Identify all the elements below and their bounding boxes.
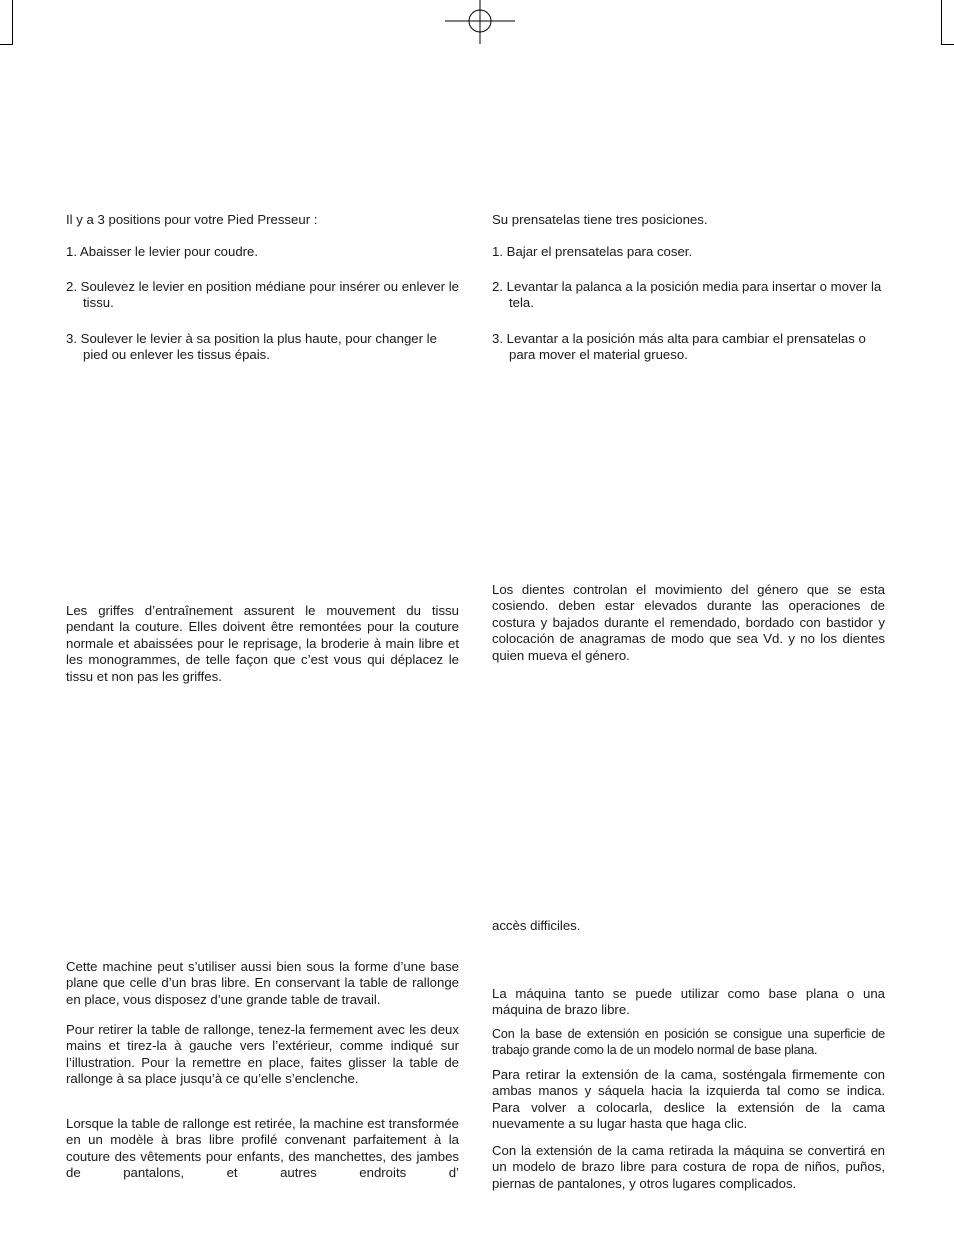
crop-mark-right-tick [941, 44, 954, 45]
crop-mark-left [12, 0, 13, 44]
crop-mark-left-tick [0, 44, 13, 45]
fr-free-arm-p3-continued: accès difficiles. [492, 918, 581, 933]
es-free-arm-p4: Con la extensión de la cama retirada la máquina se convertirá en un modelo de brazo libre para costura de ropa de niños, puños, piernas de pantalones, y otros lugares complicados. [492, 1143, 885, 1191]
fr-presser-foot-item-2: 2. Soulevez le levier en position médiane pour insérer ou enlever le tissu. [66, 279, 459, 311]
es-free-arm-p3: Para retirar la extensión de la cama, sosténgala firmemente con ambas manos y sáquela hacia la izquierda tal como se indica. Para volver a colocarla, deslice la extensión de la cama nuevamente a su lugar hasta que haga clic. [492, 1067, 885, 1132]
es-free-arm-p1: La máquina tanto se puede utilizar como base plana o una máquina de brazo libre. [492, 986, 885, 1018]
fr-free-arm-p3: Lorsque la table de rallonge est retirée, la machine est transformée en un modèle à bras libre profilé convenant parfaitement à la couture des vêtements pour enfants, des manchettes, des jambes de pantalons, et autres endroits d’ [66, 1116, 459, 1181]
es-presser-foot-item-3: 3. Levantar a la posición más alta para cambiar el prensatelas o para mover el material grueso. [492, 331, 866, 363]
es-feed-dogs-text: Los dientes controlan el movimiento del género que se esta cosiendo. deben estar elevados durante las operaciones de costura y bajados durante el remendado, bordado con bastidor y colocación de anagramas de modo que sea Vd. y no los dientes quien mueva el género. [492, 582, 885, 663]
es-presser-foot-intro: Su prensatelas tiene tres posiciones. [492, 212, 708, 227]
fr-presser-foot-intro: Il y a 3 positions pour votre Pied Presseur : [66, 212, 318, 227]
fr-presser-foot-item-1: 1. Abaisser le levier pour coudre. [66, 244, 259, 259]
es-free-arm-p2: Con la base de extensión en posición se consigue una superficie de trabajo grande como la de un modelo normal de base plana. [492, 1027, 885, 1058]
fr-presser-foot-item-3: 3. Soulever le levier à sa position la plus haute, pour changer le pied ou enlever les tissus épais. [66, 331, 437, 363]
fr-free-arm-p1: Cette machine peut s’utiliser aussi bien sous la forme d’une base plane que celle d’un bras libre. En conservant la table de rallonge en place, vous disposez d’une grande table de travail. [66, 959, 459, 1007]
fr-free-arm-p2: Pour retirer la table de rallonge, tenez-la fermement avec les deux mains et tirez-la à gauche vers l’extérieur, comme indiqué sur l’illustration. Pour la remettre en place, faites glisser la table de rallonge à sa place jusqu’à ce qu’elle s’enclenche. [66, 1022, 459, 1087]
crop-mark-right [941, 0, 942, 44]
fr-feed-dogs-text: Les griffes d’entraînement assurent le mouvement du tissu pendant la couture. Elles doivent être remontées pour la couture normale et abaissées pour le reprisage, la broderie à main libre et les monogrammes, de telle façon que c’est vous qui déplacez le tissu et non pas les griffes. [66, 603, 459, 684]
es-presser-foot-item-2: 2. Levantar la palanca a la posición media para insertar o mover la tela. [492, 279, 882, 311]
es-presser-foot-item-1: 1. Bajar el prensatelas para coser. [492, 244, 693, 259]
registration-mark-icon [445, 0, 515, 50]
